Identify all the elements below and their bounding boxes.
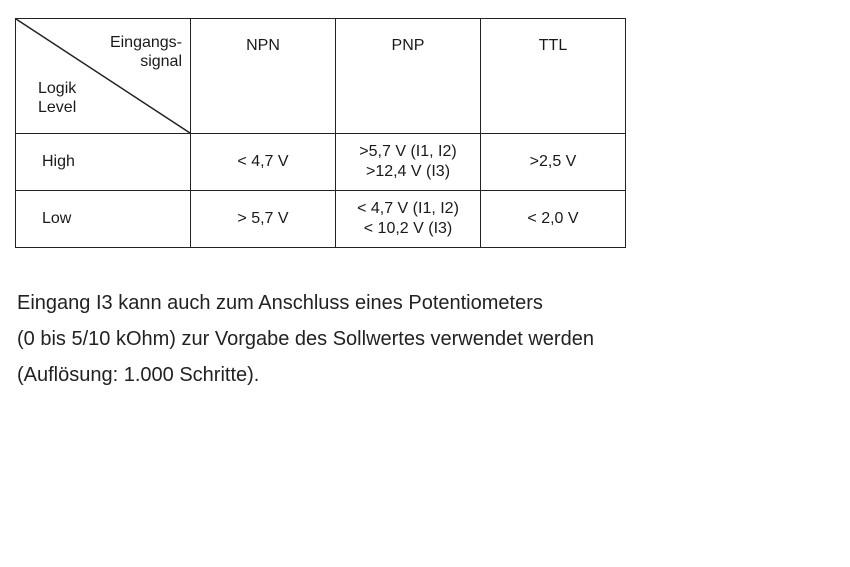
cell-low-pnp-line1: < 4,7 V (I1, I2): [357, 200, 459, 217]
column-header-npn: NPN: [191, 19, 336, 134]
column-header-pnp: PNP: [336, 19, 481, 134]
cell-high-pnp-line1: >5,7 V (I1, I2): [359, 143, 457, 160]
logic-level-table: [15, 18, 626, 248]
description-paragraph: [17, 285, 594, 393]
corner-cell: [16, 19, 191, 134]
description-line-1: Eingang I3 kann auch zum Anschluss eines Potentiometers: [17, 292, 543, 314]
cell-low-pnp-line2: < 10,2 V (I3): [363, 220, 453, 237]
cell-low-npn: > 5,7 V: [191, 191, 336, 248]
description-line-2: (0 bis 5/10 kOhm) zur Vorgabe des Sollwertes verwendet werden: [17, 328, 594, 350]
row-label-low: Low: [16, 191, 191, 248]
logic-level-label: Logik Level: [38, 80, 77, 116]
cell-high-pnp-line2: >12,4 V (I3): [365, 163, 451, 180]
table-row-high: [16, 134, 626, 191]
column-header-ttl: TTL: [481, 19, 626, 134]
row-label-high: High: [16, 134, 191, 191]
table-row-low: [16, 191, 626, 248]
cell-low-pnp: [336, 191, 481, 248]
description-line-3: (Auflösung: 1.000 Schritte).: [17, 364, 260, 386]
cell-high-npn: < 4,7 V: [191, 134, 336, 191]
cell-low-ttl: < 2,0 V: [481, 191, 626, 248]
table-header-row: [16, 19, 626, 134]
cell-high-ttl: >2,5 V: [481, 134, 626, 191]
input-signal-label: Eingangs- signal: [109, 34, 182, 70]
cell-high-pnp: [336, 134, 481, 191]
